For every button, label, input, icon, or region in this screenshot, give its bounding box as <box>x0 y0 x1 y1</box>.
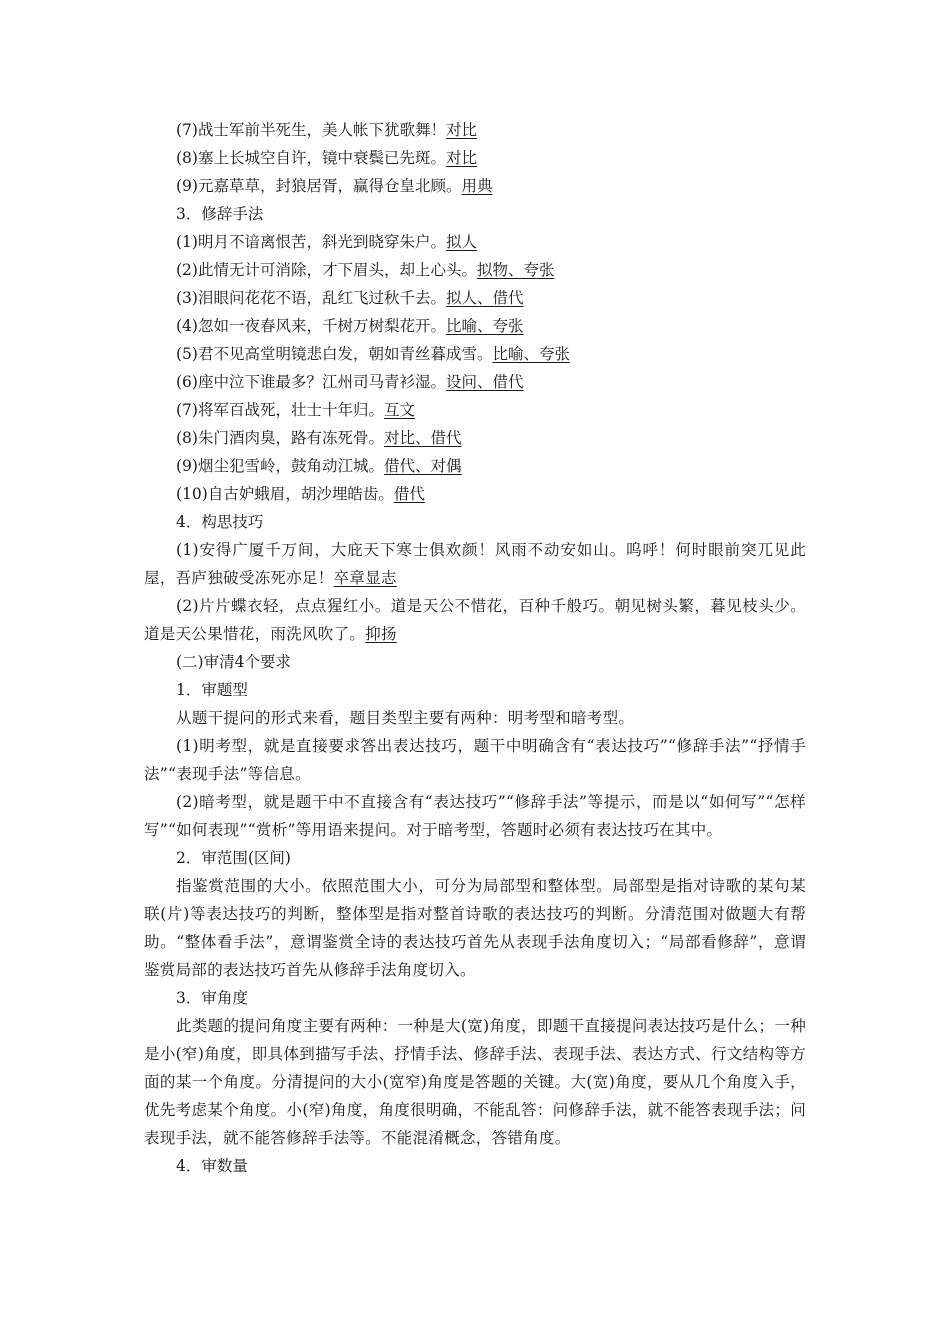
example-text: (2)此情无计可消除，才下眉头，却上心头。 <box>176 261 477 279</box>
example-answer: 抑扬 <box>365 625 397 643</box>
document-page <box>144 116 806 1180</box>
example-text: (1)安得广厦千万间，大庇天下寒士俱欢颜！风雨不动安如山。呜呼！何时眼前突兀见此屋，吾庐独破受冻死亦足！ <box>144 541 806 587</box>
example-text: (9)元嘉草草，封狼居胥，赢得仓皇北顾。 <box>176 177 462 195</box>
paragraph: (1)明考型，就是直接要求答出表达技巧，题干中明确含有“表达技巧”“修辞手法”“抒情手法”“表现手法”等信息。 <box>144 737 806 783</box>
example-item <box>144 172 806 200</box>
example-answer: 用典 <box>461 177 493 195</box>
paragraph: 指鉴赏范围的大小。依照范围大小，可分为局部型和整体型。局部型是指对诗歌的某句某联(片)等表达技巧的判断，整体型是指对整首诗歌的表达技巧的判断。分清范围对做题大有帮助。“整体看手法”，意谓鉴赏全诗的表达技巧首先从表现手法角度切入；“局部看修辞”，意谓鉴赏局部的表达技巧首先从修辞手法角度切入。 <box>144 877 806 979</box>
example-item <box>144 424 806 452</box>
section-b-list <box>144 228 806 508</box>
example-answer: 借代 <box>393 485 425 503</box>
example-answer: 比喻、夸张 <box>492 345 570 363</box>
heading-quantity: 4．审数量 <box>176 1157 248 1175</box>
example-answer: 借代、对偶 <box>383 457 462 475</box>
example-text: (1)明月不谙离恨苦，斜光到晓穿朱户。 <box>176 233 446 251</box>
example-item <box>144 452 806 480</box>
example-item <box>144 592 806 648</box>
example-text: (3)泪眼问花花不语，乱红飞过秋千去。 <box>176 289 446 307</box>
example-answer: 对比 <box>445 121 477 139</box>
example-text: (7)战士军前半死生，美人帐下犹歌舞！ <box>176 121 446 139</box>
example-item <box>144 144 806 172</box>
paragraph: (2)暗考型，就是题干中不直接含有“表达技巧”“修辞手法”等提示，而是以“如何写”“怎样写”“如何表现”“赏析”等用语来提问。对于暗考型，答题时必须有表达技巧在其中。 <box>144 793 806 839</box>
heading-rhetoric: 3．修辞手法 <box>176 205 264 223</box>
example-answer: 设问、借代 <box>445 373 524 391</box>
example-item <box>144 284 806 312</box>
example-text: (8)塞上长城空自许，镜中衰鬓已先斑。 <box>176 149 446 167</box>
example-item <box>144 340 806 368</box>
example-item <box>144 228 806 256</box>
example-answer: 拟人、借代 <box>445 289 524 307</box>
example-answer: 拟人 <box>445 233 477 251</box>
example-answer: 对比、借代 <box>383 429 462 447</box>
example-text: (8)朱门酒肉臭，路有冻死骨。 <box>176 429 384 447</box>
example-item <box>144 312 806 340</box>
example-answer: 互文 <box>383 401 415 419</box>
paragraph: 从题干提问的形式来看，题目类型主要有两种：明考型和暗考型。 <box>176 709 635 727</box>
example-text: (10)自古妒蛾眉，胡沙埋皓齿。 <box>176 485 394 503</box>
example-answer: 对比 <box>445 149 477 167</box>
heading-question-type: 1．审题型 <box>176 681 248 699</box>
heading-conception: 4．构思技巧 <box>176 513 264 531</box>
example-text: (9)烟尘犯雪岭，鼓角动江城。 <box>176 457 384 475</box>
example-item <box>144 116 806 144</box>
example-text: (7)将军百战死，壮士十年归。 <box>176 401 384 419</box>
section-a-list <box>144 116 806 200</box>
example-answer: 拟物、夸张 <box>476 261 555 279</box>
example-text: (5)君不见高堂明镜悲白发，朝如青丝暮成雪。 <box>176 345 493 363</box>
example-item <box>144 480 806 508</box>
paragraph: 此类题的提问角度主要有两种：一种是大(宽)角度，即题干直接提问表达技巧是什么；一种是小(窄)角度，即具体到描写手法、抒情手法、修辞手法、表现手法、表达方式、行文结构等方面的某一个角度。分清提问的大小(宽窄)角度是答题的关键。大(宽)角度，要从几个角度入手，优先考虑某个角度。小(窄)角度，角度很明确，不能乱答：问修辞手法，就不能答表现手法；问表现手法，就不能答修辞手法等。不能混淆概念，答错角度。 <box>144 1017 806 1147</box>
example-text: (2)片片蝶衣轻，点点猩红小。道是天公不惜花，百种千般巧。朝见树头繁，暮见枝头少。道是天公果惜花，雨洗风吹了。 <box>144 597 806 643</box>
example-item <box>144 368 806 396</box>
heading-scope: 2．审范围(区间) <box>176 849 291 867</box>
section-c-list <box>144 536 806 648</box>
example-text: (6)座中泣下谁最多？江州司马青衫湿。 <box>176 373 446 391</box>
example-answer: 卒章显志 <box>333 569 397 587</box>
example-item <box>144 256 806 284</box>
example-answer: 比喻、夸张 <box>445 317 524 335</box>
heading-four-requirements: (二)审清4个要求 <box>176 653 291 671</box>
heading-angle: 3．审角度 <box>176 989 248 1007</box>
example-item <box>144 396 806 424</box>
example-text: (4)忽如一夜春风来，千树万树梨花开。 <box>176 317 446 335</box>
example-item <box>144 536 806 592</box>
